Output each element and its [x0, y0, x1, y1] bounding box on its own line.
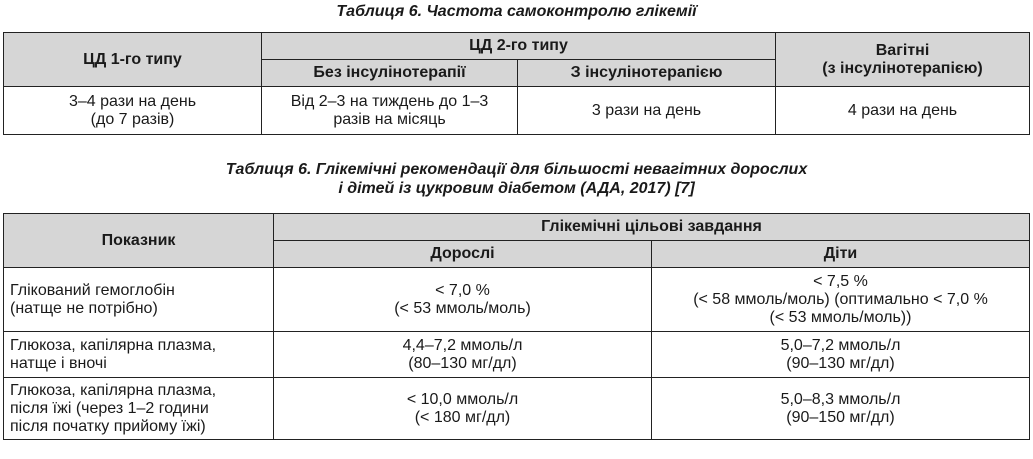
cell-type1: 3–4 рази на день (до 7 разів)	[4, 87, 262, 135]
cell-indicator: Глюкоза, капілярна плазма, після їжі (через 1–2 години після початку прийому їжі)	[4, 378, 274, 440]
cell-type2-no-insulin: Від 2–3 на тиждень до 1–3 разів на місяць	[262, 87, 518, 135]
cell-indicator: Глікований гемоглобін (натще не потрібно)	[4, 268, 274, 332]
cell-children: < 7,5 % (< 58 ммоль/моль) (оптимально < 7,0 % (< 53 ммоль/моль))	[652, 268, 1030, 332]
cell-type2-insulin: 3 рази на день	[518, 87, 776, 135]
table-row	[4, 332, 1030, 378]
cell-children: 5,0–8,3 ммоль/л (90–150 мг/дл)	[652, 378, 1030, 440]
header-children: Діти	[652, 241, 1030, 268]
header-indicator: Показник	[4, 214, 274, 268]
cell-children: 5,0–7,2 ммоль/л (90–130 мг/дл)	[652, 332, 1030, 378]
header-type1: ЦД 1-го типу	[4, 33, 262, 87]
cell-pregnant: 4 рази на день	[776, 87, 1030, 135]
header-type2-no-insulin: Без інсулінотерапії	[262, 60, 518, 87]
table-row	[4, 268, 1030, 332]
self-monitoring-frequency-table	[3, 32, 1030, 135]
cell-indicator: Глюкоза, капілярна плазма, натще і вночі	[4, 332, 274, 378]
table2-caption: Таблиця 6. Глікемічні рекомендації для більшості невагітних дорослих і дітей із цукровим діабетом (АДА, 2017) [7]	[225, 161, 808, 197]
table-row	[4, 378, 1030, 440]
cell-adults: < 10,0 ммоль/л (< 180 мг/дл)	[274, 378, 652, 440]
header-type2: ЦД 2-го типу	[262, 33, 776, 60]
header-adults: Дорослі	[274, 241, 652, 268]
cell-adults: < 7,0 % (< 53 ммоль/моль)	[274, 268, 652, 332]
header-targets: Глікемічні цільові завдання	[274, 214, 1030, 241]
header-pregnant: Вагітні (з інсулінотерапією)	[776, 33, 1030, 87]
header-type2-insulin: З інсулінотерапією	[518, 60, 776, 87]
table1-caption: Таблиця 6. Частота самоконтролю глікемії	[336, 3, 697, 20]
glycemic-targets-table	[3, 213, 1030, 440]
cell-adults: 4,4–7,2 ммоль/л (80–130 мг/дл)	[274, 332, 652, 378]
